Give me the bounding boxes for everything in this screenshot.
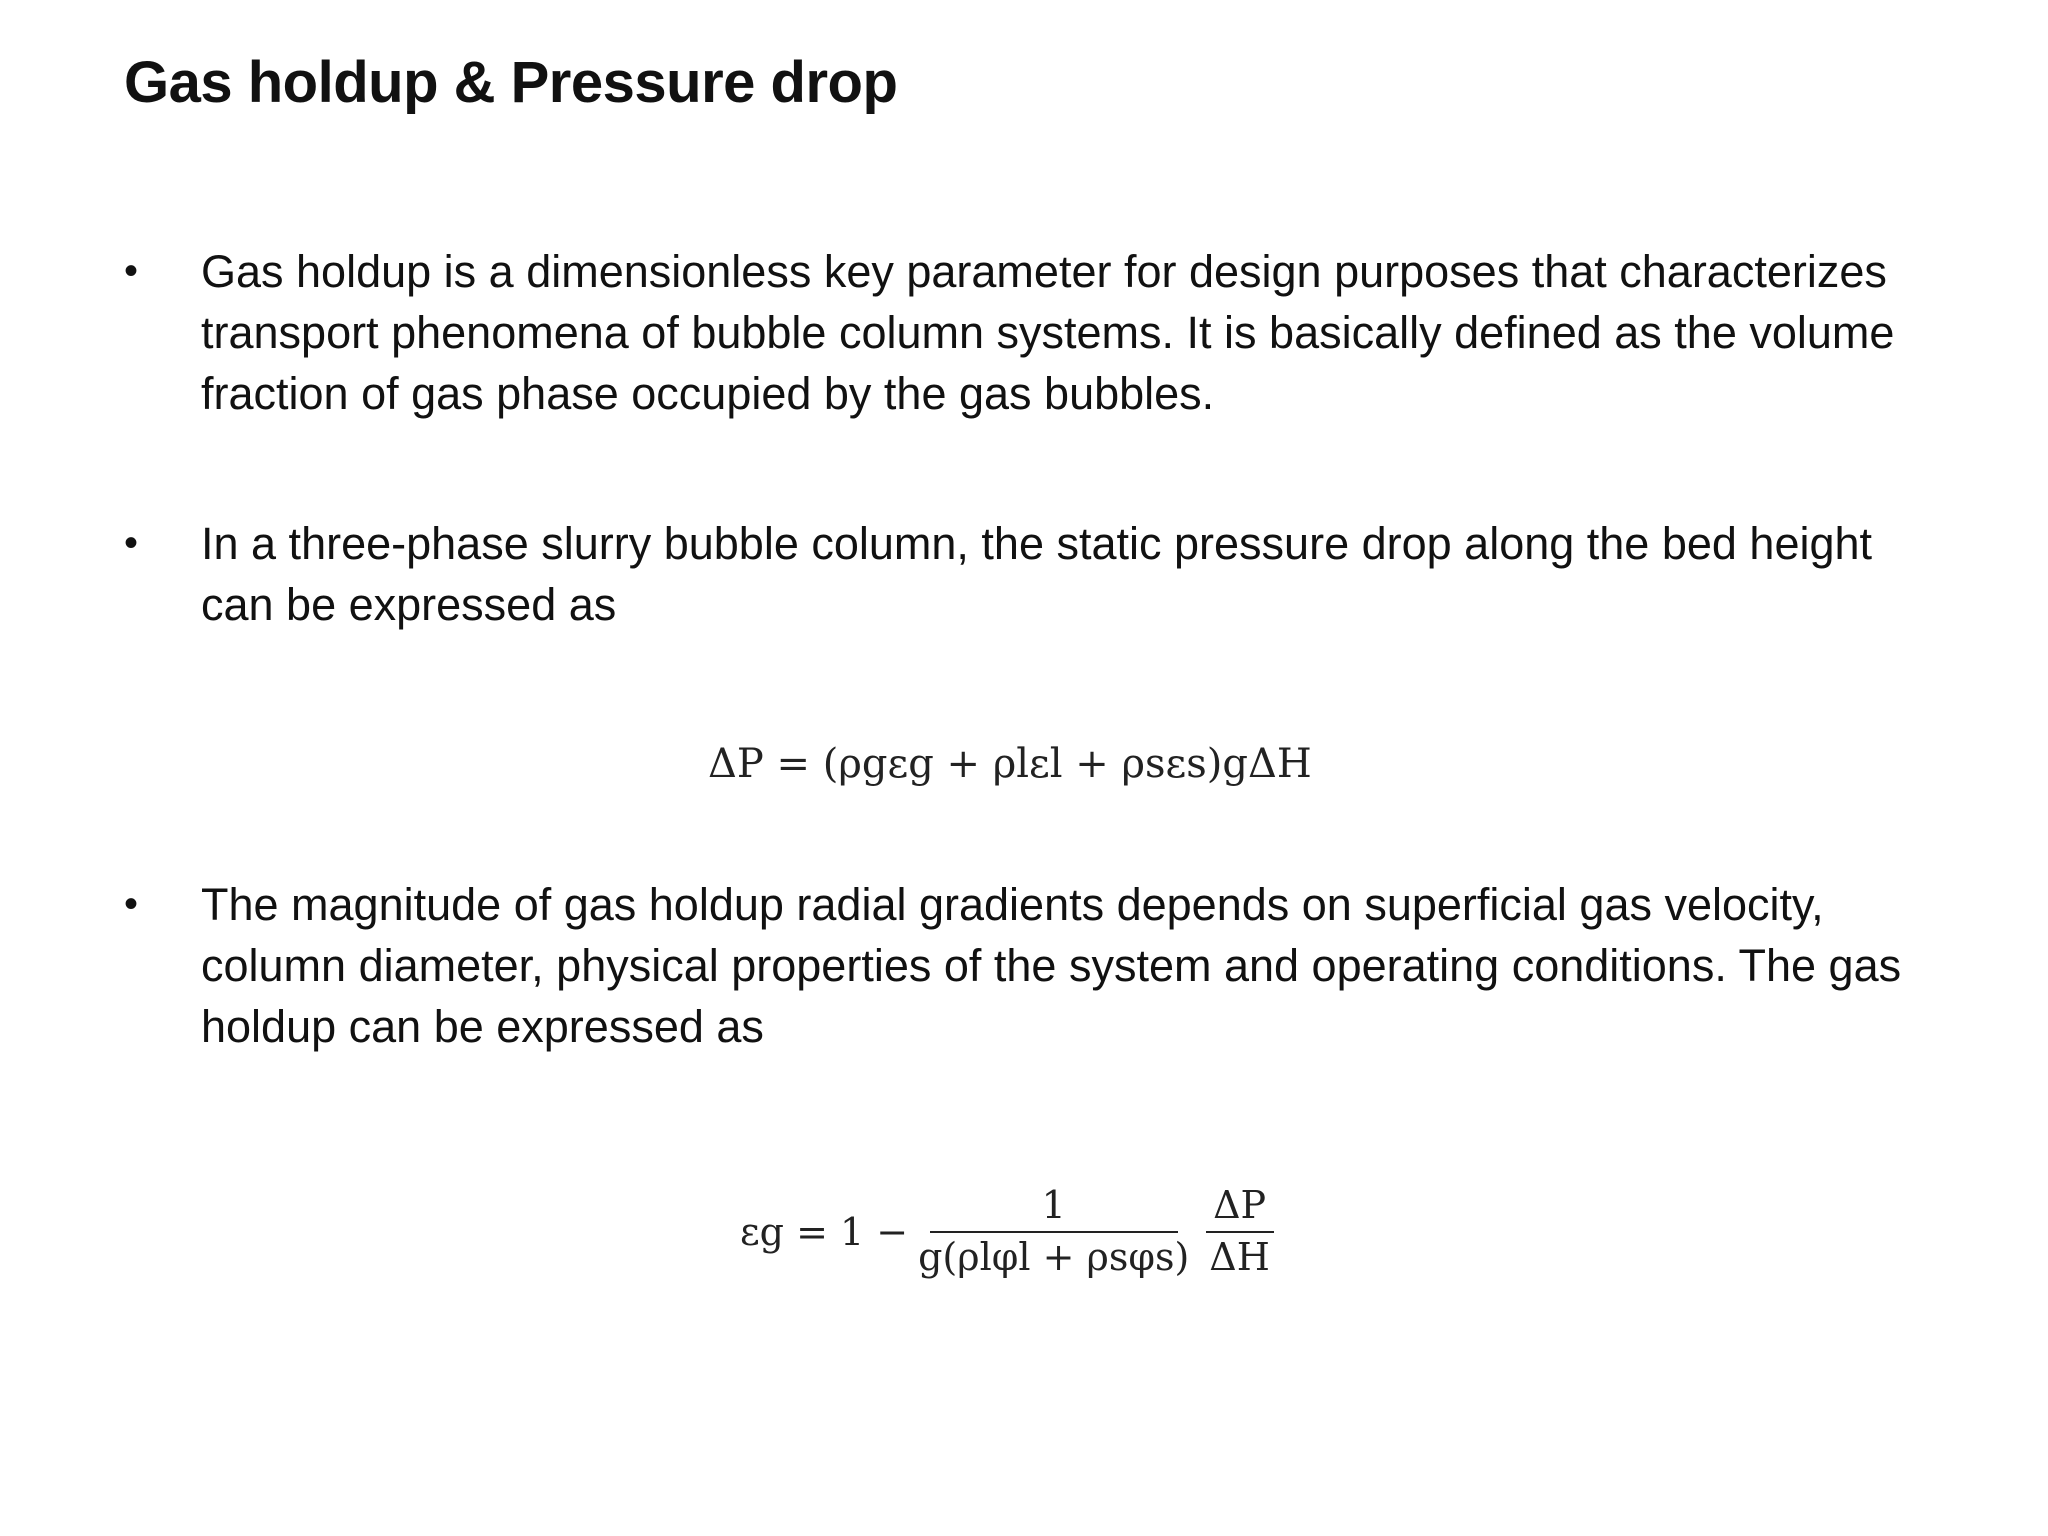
bullet-marker: • bbox=[124, 249, 139, 293]
slide-title: Gas holdup & Pressure drop bbox=[124, 50, 898, 115]
fraction-1-denominator: g(ρlφl + ρsφs) bbox=[918, 1235, 1190, 1279]
bullet-marker: • bbox=[124, 882, 139, 926]
pressure-drop-equation bbox=[708, 724, 1312, 804]
bullet-item-gas-holdup-gradients bbox=[124, 874, 1924, 1057]
bullet-text: Gas holdup is a dimensionless key parameter for design purposes that characterizes transport phenomena of bubble column systems. It is basically defined as the volume fraction of gas phase occupied by the gas bubbles. bbox=[201, 246, 1895, 419]
gas-holdup-lhs: εg = 1 − bbox=[740, 1210, 909, 1254]
bullet-item-pressure-drop bbox=[124, 513, 1924, 635]
bullet-item-gas-holdup-definition bbox=[124, 241, 1924, 424]
gas-holdup-equation bbox=[740, 1172, 1270, 1292]
bullet-marker: • bbox=[124, 521, 139, 565]
bullet-text: In a three-phase slurry bubble column, the static pressure drop along the bed height can be expressed as bbox=[201, 518, 1873, 630]
fraction-2-denominator: ΔH bbox=[1209, 1235, 1270, 1279]
pressure-drop-formula: ΔP = (ρgεg + ρlεl + ρsεs)gΔH bbox=[708, 741, 1312, 787]
fraction-1-numerator: 1 bbox=[930, 1185, 1178, 1233]
bullet-text: The magnitude of gas holdup radial gradients depends on superficial gas velocity, column diameter, physical properties of the system and operating conditions. The gas holdup can be expressed as bbox=[201, 879, 1902, 1052]
gas-holdup-fraction-2 bbox=[1205, 1185, 1274, 1279]
fraction-2-numerator: ΔP bbox=[1206, 1185, 1274, 1233]
gas-holdup-fraction-1 bbox=[914, 1185, 1193, 1279]
